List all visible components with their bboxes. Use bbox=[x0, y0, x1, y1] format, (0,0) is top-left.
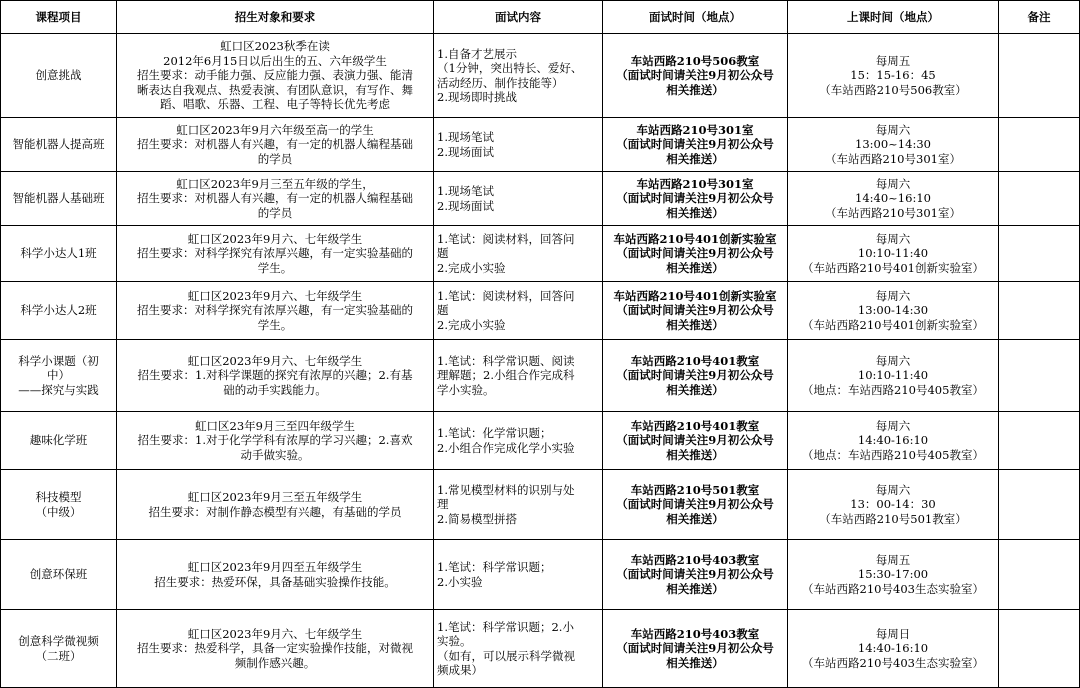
cell-line: 招生要求：动手能力强、反应能力强、表演力强、能清 bbox=[137, 68, 413, 83]
cell-line: （车站西路210号301室） bbox=[825, 205, 961, 220]
interview-time-cell bbox=[603, 470, 788, 540]
interview-cell bbox=[434, 340, 603, 412]
cell-line: 频成果） bbox=[437, 663, 483, 677]
cell-line: 2.简易模型拼搭 bbox=[437, 511, 517, 526]
cell-line: 1.现场笔试 bbox=[437, 130, 494, 144]
class-time-cell bbox=[788, 412, 999, 470]
cell-line: 车站西路210号403教室 bbox=[630, 626, 760, 641]
cell-line: （中级） bbox=[35, 504, 82, 519]
cell-line: 学生。 bbox=[257, 317, 293, 332]
cell-line: （车站西路210号401创新实验室） bbox=[802, 317, 984, 332]
cell-line: （面试时间请关注9月初公众号 bbox=[616, 68, 774, 83]
cell-line: （如有，可以展示科学微视 bbox=[437, 648, 575, 663]
cell-line: 车站西路210号401教室 bbox=[630, 418, 760, 433]
cell-line: 招生要求：热爱科学，具备一定实验操作技能，对微视 bbox=[137, 641, 413, 656]
cell-line: （面试时间请关注9月初公众号 bbox=[616, 191, 774, 206]
target-cell bbox=[117, 34, 434, 118]
cell-line: （面试时间请关注9月初公众号 bbox=[616, 497, 774, 512]
cell-line: 虹口区2023年9月四至五年级学生 bbox=[187, 560, 363, 574]
note-cell bbox=[999, 172, 1080, 226]
cell-line: 每周六 bbox=[875, 418, 911, 433]
interview-cell bbox=[434, 118, 603, 172]
cell-line: 每周六 bbox=[875, 482, 911, 497]
cell-line: 1.常见模型材料的识别与处 bbox=[437, 482, 575, 497]
course-cell bbox=[1, 118, 117, 172]
interview-time-cell bbox=[603, 610, 788, 688]
cell-line: （车站西路210号401创新实验室） bbox=[802, 260, 984, 275]
header-row bbox=[1, 1, 1080, 34]
course-cell bbox=[1, 412, 117, 470]
cell-line: 相关推送） bbox=[666, 317, 724, 332]
cell-line: 招生要求：1.对科学课题的探究有浓厚的兴趣；2.有基 bbox=[137, 368, 413, 383]
cell-line: 车站西路210号301室 bbox=[636, 122, 754, 137]
cell-line: 2.小实验 bbox=[437, 574, 483, 589]
cell-line: 虹口区2023秋季在读 bbox=[220, 39, 330, 54]
cell-line: 题 bbox=[437, 246, 449, 261]
cell-line: 的学员 bbox=[257, 205, 293, 220]
note-cell bbox=[999, 340, 1080, 412]
class-time-cell bbox=[788, 172, 999, 226]
note-cell bbox=[999, 412, 1080, 470]
table-row bbox=[1, 34, 1080, 118]
cell-line: 智能机器人提高班 bbox=[12, 137, 105, 152]
course-cell bbox=[1, 226, 117, 282]
cell-line: 招生要求：对科学探究有浓厚兴趣，有一定实验基础的 bbox=[137, 246, 413, 261]
cell-line: 础的动手实践能力。 bbox=[223, 382, 327, 397]
cell-line: 频制作感兴趣。 bbox=[234, 655, 316, 670]
cell-line: 动手做实验。 bbox=[240, 447, 310, 462]
header-target: 招生对象和要求 bbox=[117, 1, 434, 34]
table-row bbox=[1, 172, 1080, 226]
table-row bbox=[1, 226, 1080, 282]
interview-cell bbox=[434, 226, 603, 282]
cell-line: 车站西路210号401教室 bbox=[630, 353, 760, 368]
class-time-cell bbox=[788, 226, 999, 282]
class-time-cell bbox=[788, 610, 999, 688]
cell-line: 科学小达人1班 bbox=[20, 246, 97, 261]
cell-line: 创意挑战 bbox=[35, 68, 82, 83]
cell-line: 14:40-16:10 bbox=[857, 641, 929, 656]
target-cell bbox=[117, 610, 434, 688]
target-cell bbox=[117, 340, 434, 412]
cell-line: 实验。 bbox=[437, 634, 472, 648]
cell-line: 虹口区2023年9月三至五年级学生 bbox=[187, 490, 363, 504]
interview-cell bbox=[434, 412, 603, 470]
cell-line: （二班） bbox=[35, 648, 82, 663]
class-time-cell bbox=[788, 470, 999, 540]
cell-line: 车站西路210号403教室 bbox=[630, 552, 760, 567]
cell-line: 10:10-11:40 bbox=[857, 368, 929, 383]
cell-line: （面试时间请关注9月初公众号 bbox=[616, 368, 774, 383]
cell-line: （面试时间请关注9月初公众号 bbox=[616, 137, 774, 152]
note-cell bbox=[999, 470, 1080, 540]
table-row bbox=[1, 412, 1080, 470]
cell-line: 每周六 bbox=[875, 353, 911, 368]
interview-time-cell bbox=[603, 226, 788, 282]
cell-line: 2.小组合作完成化学小实验 bbox=[437, 440, 575, 455]
cell-line: 晰表达自我观点、热爱表演、有团队意识，有写作、舞 bbox=[137, 82, 413, 97]
cell-line: 相关推送） bbox=[666, 151, 724, 166]
cell-line: 创意环保班 bbox=[29, 567, 88, 582]
interview-time-cell bbox=[603, 282, 788, 340]
cell-line: （车站西路210号403生态实验室） bbox=[802, 655, 984, 670]
cell-line: 的学员 bbox=[257, 151, 293, 166]
cell-line: 1.现场笔试 bbox=[437, 184, 494, 198]
note-cell bbox=[999, 540, 1080, 610]
cell-line: 每周六 bbox=[875, 288, 911, 303]
cell-line: 1.笔试：阅读材料，回答问 bbox=[437, 231, 575, 246]
target-cell bbox=[117, 172, 434, 226]
cell-line: 1.笔试：科学常识题；2.小 bbox=[437, 619, 574, 634]
cell-line: 学生。 bbox=[257, 260, 293, 275]
table-row bbox=[1, 282, 1080, 340]
cell-line: 虹口区2023年9月六、七年级学生 bbox=[187, 231, 363, 246]
header-interview-time: 面试时间（地点） bbox=[603, 1, 788, 34]
interview-time-cell bbox=[603, 172, 788, 226]
cell-line: 理 bbox=[437, 497, 449, 512]
cell-line: 科学小达人2班 bbox=[20, 303, 97, 318]
cell-line: 招生要求：对机器人有兴趣，有一定的机器人编程基础 bbox=[137, 191, 413, 206]
cell-line: （车站西路210号506教室） bbox=[819, 82, 967, 97]
cell-line: 招生要求：对机器人有兴趣，有一定的机器人编程基础 bbox=[137, 137, 413, 152]
cell-line: 每周六 bbox=[875, 231, 911, 246]
target-cell bbox=[117, 118, 434, 172]
note-cell bbox=[999, 226, 1080, 282]
cell-line: 2.完成小实验 bbox=[437, 317, 506, 332]
cell-line: 相关推送） bbox=[666, 260, 724, 275]
cell-line: 2.现场面试 bbox=[437, 144, 494, 159]
cell-line: 车站西路210号506教室 bbox=[630, 53, 760, 68]
course-cell bbox=[1, 540, 117, 610]
cell-line: 10:10-11:40 bbox=[857, 246, 929, 261]
cell-line: 相关推送） bbox=[666, 82, 724, 97]
cell-line: 车站西路210号301室 bbox=[636, 176, 754, 191]
cell-line: 虹口区2023年9月六年级至高一的学生 bbox=[176, 122, 374, 137]
cell-line: 每周日 bbox=[875, 626, 911, 641]
cell-line: 虹口区2023年9月六、七年级学生 bbox=[187, 626, 363, 641]
course-cell bbox=[1, 340, 117, 412]
cell-line: （1分钟，突出特长、爱好、 bbox=[437, 61, 583, 75]
interview-time-cell bbox=[603, 34, 788, 118]
cell-line: 科技模型 bbox=[35, 490, 82, 504]
interview-cell bbox=[434, 540, 603, 610]
cell-line: （地点：车站西路210号405教室） bbox=[802, 447, 984, 462]
cell-line: 相关推送） bbox=[666, 655, 724, 670]
target-cell bbox=[117, 540, 434, 610]
cell-line: 13：00-14：30 bbox=[850, 497, 936, 512]
cell-line: 虹口区2023年9月三至五年级的学生， bbox=[176, 176, 374, 191]
table-row bbox=[1, 118, 1080, 172]
cell-line: 蹈、唱歌、乐器、工程、电子等特长优先考虑 bbox=[160, 97, 390, 112]
cell-line: 1.笔试：化学常识题； bbox=[437, 426, 552, 440]
cell-line: 车站西路210号401创新实验室 bbox=[613, 231, 777, 246]
cell-line: 1.笔试：阅读材料，回答问 bbox=[437, 288, 575, 303]
cell-line: （面试时间请关注9月初公众号 bbox=[616, 641, 774, 656]
cell-line: 14:40~16:10 bbox=[855, 191, 931, 206]
cell-line: 学小实验。 bbox=[437, 382, 495, 397]
table-row bbox=[1, 470, 1080, 540]
note-cell bbox=[999, 610, 1080, 688]
cell-line: 车站西路210号401创新实验室 bbox=[613, 288, 777, 303]
cell-line: 虹口区23年9月三至四年级学生 bbox=[195, 418, 355, 433]
cell-line: 每周六 bbox=[875, 176, 911, 191]
cell-line: 相关推送） bbox=[666, 382, 724, 397]
cell-line: （面试时间请关注9月初公众号 bbox=[616, 567, 774, 582]
cell-line: 招生要求：对制作静态模型有兴趣，有基础的学员 bbox=[148, 504, 402, 519]
class-time-cell bbox=[788, 34, 999, 118]
note-cell bbox=[999, 282, 1080, 340]
cell-line: 2.现场面试 bbox=[437, 198, 494, 213]
cell-line: 14:40-16:10 bbox=[857, 433, 929, 448]
cell-line: 1.笔试：科学常识题、阅读 bbox=[437, 353, 575, 368]
cell-line: 智能机器人基础班 bbox=[12, 191, 105, 206]
note-cell bbox=[999, 34, 1080, 118]
cell-line: 理解题；2.小组合作完成科 bbox=[437, 368, 575, 383]
cell-line: ——探究与实践 bbox=[18, 382, 99, 397]
cell-line: 相关推送） bbox=[666, 581, 724, 596]
cell-line: 1.笔试：科学常识题； bbox=[437, 560, 552, 574]
target-cell bbox=[117, 282, 434, 340]
interview-time-cell bbox=[603, 540, 788, 610]
cell-line: 题 bbox=[437, 303, 449, 318]
cell-line: 相关推送） bbox=[666, 205, 724, 220]
cell-line: 15：15-16：45 bbox=[850, 68, 936, 83]
interview-time-cell bbox=[603, 412, 788, 470]
header-course: 课程项目 bbox=[1, 1, 117, 34]
class-time-cell bbox=[788, 340, 999, 412]
course-cell bbox=[1, 470, 117, 540]
course-cell bbox=[1, 34, 117, 118]
cell-line: 1.自备才艺展示 bbox=[437, 46, 517, 61]
class-time-cell bbox=[788, 118, 999, 172]
note-cell bbox=[999, 118, 1080, 172]
cell-line: 2.现场即时挑战 bbox=[437, 90, 517, 104]
cell-line: 车站西路210号501教室 bbox=[630, 482, 760, 497]
cell-line: 15:30-17:00 bbox=[857, 567, 929, 582]
table-body bbox=[1, 34, 1080, 688]
course-cell bbox=[1, 172, 117, 226]
cell-line: （车站西路210号301室） bbox=[825, 151, 961, 166]
interview-time-cell bbox=[603, 118, 788, 172]
cell-line: 2012年6月15日以后出生的五、六年级学生 bbox=[163, 53, 387, 68]
cell-line: 13:00-14:30 bbox=[857, 303, 929, 318]
table-row bbox=[1, 540, 1080, 610]
class-time-cell bbox=[788, 540, 999, 610]
cell-line: 招生要求：热爱环保，具备基础实验操作技能。 bbox=[154, 574, 396, 589]
cell-line: 中） bbox=[47, 368, 70, 383]
cell-line: 相关推送） bbox=[666, 447, 724, 462]
cell-line: 每周五 bbox=[875, 53, 911, 68]
cell-line: 每周五 bbox=[875, 552, 911, 567]
cell-line: （面试时间请关注9月初公众号 bbox=[616, 433, 774, 448]
cell-line: 虹口区2023年9月六、七年级学生 bbox=[187, 353, 363, 368]
course-cell bbox=[1, 282, 117, 340]
class-time-cell bbox=[788, 282, 999, 340]
cell-line: 13:00~14:30 bbox=[855, 137, 931, 152]
interview-cell bbox=[434, 282, 603, 340]
cell-line: （车站西路210号403生态实验室） bbox=[802, 581, 984, 596]
interview-time-cell bbox=[603, 340, 788, 412]
cell-line: 趣味化学班 bbox=[29, 433, 88, 448]
cell-line: （车站西路210号501教室） bbox=[819, 511, 967, 526]
cell-line: 2.完成小实验 bbox=[437, 260, 506, 275]
cell-line: （面试时间请关注9月初公众号 bbox=[616, 303, 774, 318]
interview-cell bbox=[434, 34, 603, 118]
target-cell bbox=[117, 470, 434, 540]
course-cell bbox=[1, 610, 117, 688]
header-interview: 面试内容 bbox=[434, 1, 603, 34]
target-cell bbox=[117, 226, 434, 282]
cell-line: 虹口区2023年9月六、七年级学生 bbox=[187, 288, 363, 303]
table-row bbox=[1, 610, 1080, 688]
cell-line: 招生要求：1.对于化学学科有浓厚的学习兴趣；2.喜欢 bbox=[137, 433, 413, 448]
cell-line: （面试时间请关注9月初公众号 bbox=[616, 246, 774, 261]
cell-line: 科学小课题（初 bbox=[18, 353, 99, 368]
cell-line: （地点：车站西路210号405教室） bbox=[802, 382, 984, 397]
target-cell bbox=[117, 412, 434, 470]
header-note: 备注 bbox=[999, 1, 1080, 34]
cell-line: 创意科学微视频 bbox=[18, 634, 99, 648]
cell-line: 招生要求：对科学探究有浓厚兴趣，有一定实验基础的 bbox=[137, 303, 413, 318]
interview-cell bbox=[434, 470, 603, 540]
header-class-time: 上课时间（地点） bbox=[788, 1, 999, 34]
cell-line: 每周六 bbox=[875, 122, 911, 137]
table-row bbox=[1, 340, 1080, 412]
interview-cell bbox=[434, 172, 603, 226]
cell-line: 活动经历、制作技能等） bbox=[437, 75, 564, 90]
interview-cell bbox=[434, 610, 603, 688]
cell-line: 相关推送） bbox=[666, 511, 724, 526]
